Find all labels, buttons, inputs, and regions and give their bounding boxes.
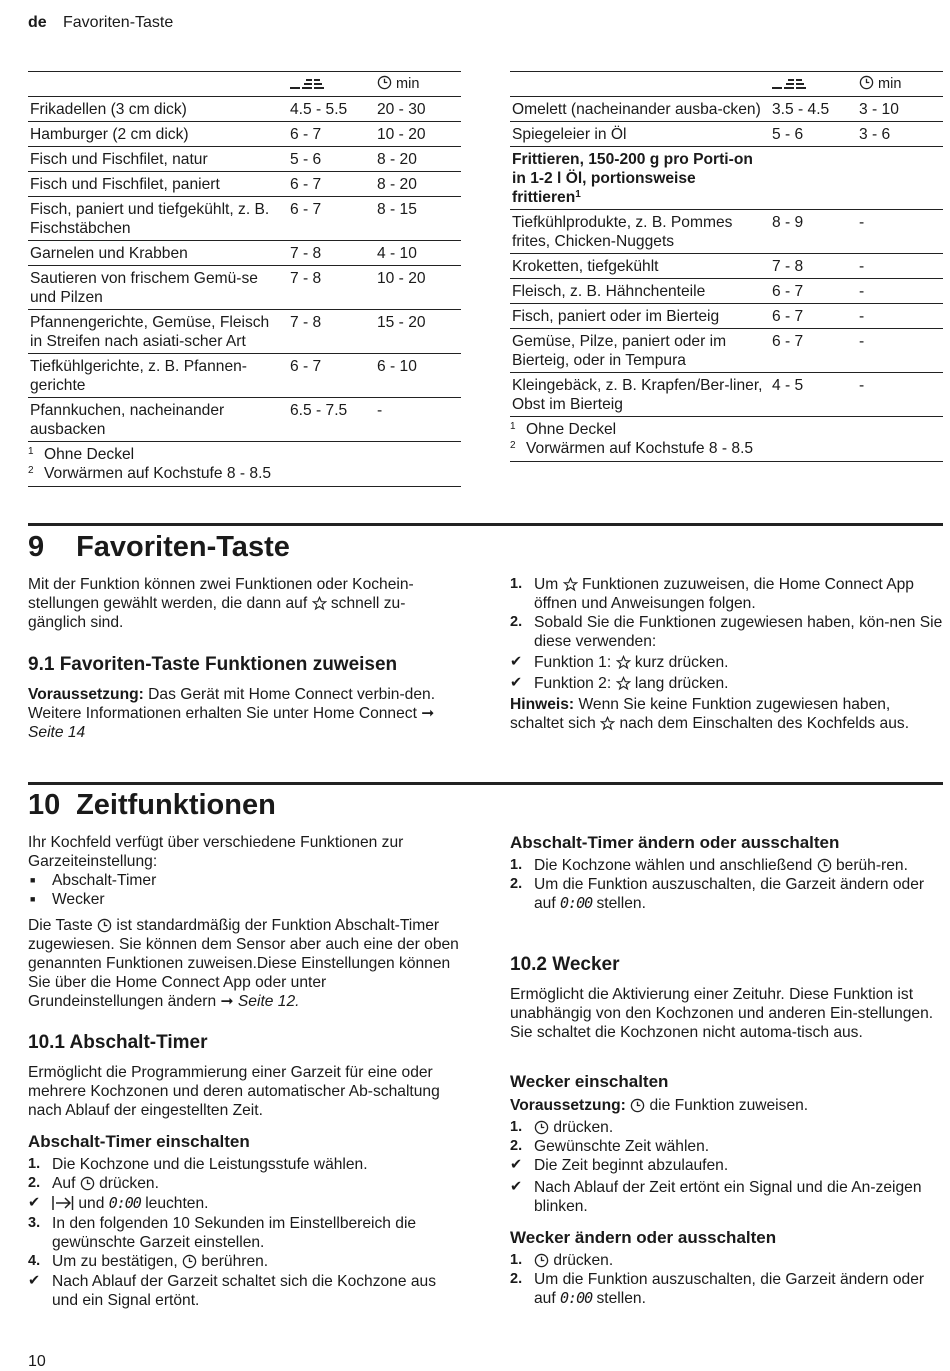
level-cell: 7 - 8	[290, 270, 322, 287]
time-cell: 20 - 30	[377, 101, 426, 118]
bullet-list	[28, 871, 461, 909]
time-cell: 8 - 15	[377, 201, 417, 218]
zero-display: 0:00	[560, 894, 593, 912]
section-intro: Ihr Kochfeld verfügt über verschiedene Funktionen zur Garzeiteinstellung:	[28, 834, 404, 870]
step-item: 2. Auf drücken.	[28, 1175, 159, 1192]
time-cell: -	[377, 402, 383, 419]
level-cell: 6 - 7	[290, 201, 322, 218]
section-intro: Mit der Funktion können zwei Funktionen oder Kochein-stellungen gewählt werden, die dann auf schnell zu-gänglich sind.	[28, 576, 414, 631]
food-cell: Spiegeleier in Öl	[512, 126, 627, 143]
table-row	[510, 254, 943, 279]
table-row	[510, 147, 943, 210]
result-item: ✔ Funktion 1: kurz drücken.	[510, 654, 729, 671]
list-item: ■ Abschalt-Timer	[30, 872, 157, 889]
food-cell: Tiefkühlgerichte, z. B. Pfannen-gerichte	[30, 358, 247, 394]
time-cell: 3 - 10	[859, 101, 899, 118]
section-title: 10 Zeitfunktionen	[28, 789, 276, 821]
procedure-title: Abschalt-Timer ändern oder ausschalten	[510, 833, 840, 852]
clock-icon	[97, 918, 112, 933]
level-cell: 4.5 - 5.5	[290, 101, 348, 118]
food-cell: Kroketten, tiefgekühlt	[512, 258, 659, 275]
food-cell: Fisch, paniert oder im Bierteig	[512, 308, 720, 325]
steps-list	[28, 1155, 461, 1310]
arrow-right-icon: ➞	[421, 705, 435, 722]
table-row	[28, 122, 461, 147]
food-cell: Gemüse, Pilze, paniert oder im Bierteig, oder in Tempura	[512, 333, 727, 369]
check-icon: ✔	[510, 654, 523, 670]
power-level-icon	[772, 75, 806, 94]
table-footnotes	[28, 442, 461, 487]
clock-icon	[377, 75, 392, 90]
procedure-title: Wecker ändern oder ausschalten	[510, 1228, 777, 1247]
star-icon	[616, 676, 631, 691]
star-icon	[563, 577, 578, 592]
time-cell: -	[859, 258, 865, 275]
level-cell: 8 - 9	[772, 214, 804, 231]
prerequisite: Voraussetzung: Das Gerät mit Home Connect verbin-den. Weitere Informationen erhalten Sie unter Home Connect ➞ Seite 14	[28, 686, 436, 741]
table-row	[28, 266, 461, 310]
step-item: 1. Die Kochzone wählen und anschließend berüh-ren.	[510, 857, 908, 874]
table-row	[28, 398, 461, 442]
result-item: ✔ Die Zeit beginnt abzulaufen.	[510, 1157, 729, 1174]
step-item: 4. Um zu bestätigen, berühren.	[28, 1253, 269, 1270]
table-row	[28, 354, 461, 398]
time-cell: 3 - 6	[859, 126, 891, 143]
procedure-title: Abschalt-Timer einschalten	[28, 1132, 250, 1151]
table-row	[510, 279, 943, 304]
star-icon	[600, 716, 615, 731]
result-item: ✔ Nach Ablauf der Garzeit schaltet sich die Kochzone aus und ein Signal ertönt.	[28, 1273, 436, 1309]
step-item: 2. Um die Funktion auszuschalten, die Garzeit ändern oder auf 0:00 stellen.	[510, 1271, 925, 1307]
subsection-text: Ermöglicht die Aktivierung einer Zeituhr. Diese Funktion ist unabhängig von den Kochzonen und anderen Ein-stellungen. Sie schaltet die Kochzonen nicht automa-tisch aus.	[510, 986, 934, 1041]
table-row	[28, 97, 461, 122]
clock-icon	[80, 1176, 95, 1191]
page-link[interactable]: Seite 12.	[237, 993, 300, 1010]
result-item: ✔ und 0:00 leuchten.	[28, 1194, 209, 1212]
steps-list	[510, 856, 943, 913]
section-title: 9 Favoriten-Taste	[28, 531, 290, 563]
zero-display: 0:00	[108, 1194, 141, 1212]
table-row	[28, 197, 461, 241]
time-cell: 4 - 10	[377, 245, 417, 262]
step-item: 1. drücken.	[510, 1252, 614, 1269]
time-cell: 8 - 20	[377, 176, 417, 193]
time-cell: -	[859, 283, 865, 300]
table-row	[510, 210, 943, 254]
level-cell: 7 - 8	[772, 258, 804, 275]
page-number: 10	[28, 1353, 46, 1370]
food-cell: Pfannkuchen, nacheinander ausbacken	[30, 402, 225, 438]
food-cell: Fisch und Fischfilet, natur	[30, 151, 208, 168]
page-link[interactable]: Seite 14	[28, 724, 86, 741]
section-rule	[28, 782, 943, 785]
taste-paragraph: Die Taste ist standardmäßig der Funktion Abschalt-Timer zugewiesen. Sie können dem Sensor aber auch eine der oben genannten Funktionen zuweisen.Diese Einstellungen können Sie über die Home Connect App oder unter Grundeinstellungen ändern ➞ Seite 12.	[28, 917, 459, 1010]
food-cell: Fisch und Fischfilet, paniert	[30, 176, 220, 193]
procedure-title: Wecker einschalten	[510, 1072, 669, 1091]
time-header: min	[859, 75, 901, 94]
level-cell: 3.5 - 4.5	[772, 101, 830, 118]
level-cell: 6 - 7	[290, 176, 322, 193]
level-cell: 6 - 7	[772, 333, 804, 350]
timer-arrow-icon	[52, 1195, 74, 1211]
time-cell: 15 - 20	[377, 314, 426, 331]
clock-icon	[630, 1098, 645, 1113]
header-title: Favoriten-Taste	[63, 14, 174, 31]
arrow-right-icon: ➞	[220, 993, 234, 1010]
section-rule	[28, 523, 943, 526]
table-row	[28, 310, 461, 354]
table-row	[510, 304, 943, 329]
clock-icon	[534, 1120, 549, 1135]
level-cell: 6 - 7	[772, 283, 804, 300]
table-row	[28, 241, 461, 266]
clock-icon	[859, 75, 874, 90]
header-lang: de	[28, 14, 47, 31]
table-row	[510, 122, 943, 147]
table-row	[510, 329, 943, 373]
result-item: ✔ Nach Ablauf der Zeit ertönt ein Signal und die An-zeigen blinken.	[510, 1179, 922, 1215]
time-cell: -	[859, 377, 865, 394]
level-cell: 5 - 6	[290, 151, 322, 168]
food-cell: Fisch, paniert und tiefgekühlt, z. B. Fischstäbchen	[30, 201, 270, 237]
food-cell: Pfannengerichte, Gemüse, Fleisch in Streifen nach asiati-scher Art	[30, 314, 270, 350]
time-cell: 6 - 10	[377, 358, 417, 375]
food-cell: Hamburger (2 cm dick)	[30, 126, 189, 143]
time-header: min	[377, 75, 419, 94]
cooking-table-right	[510, 71, 943, 462]
level-cell: 6.5 - 7.5	[290, 402, 348, 419]
prerequisite: Voraussetzung: die Funktion zuweisen.	[510, 1097, 809, 1114]
level-cell: 5 - 6	[772, 126, 804, 143]
table-row	[510, 373, 943, 417]
subsection-text: Ermöglicht die Programmierung einer Garzeit für eine oder mehrere Kochzonen und deren automatischer Ab-schaltung nach Ablauf der eingestellten Zeit.	[28, 1064, 440, 1119]
step-item: 1. Um Funktionen zuzuweisen, die Home Connect App öffnen und Anweisungen folgen.	[510, 576, 914, 612]
level-cell: 6 - 7	[290, 358, 322, 375]
table-header	[28, 71, 461, 97]
level-cell: 6 - 7	[290, 126, 322, 143]
time-cell: -	[859, 308, 865, 325]
clock-icon	[817, 858, 832, 873]
subsection-title: 9.1 Favoriten-Taste Funktionen zuweisen	[28, 654, 398, 675]
check-icon: ✔	[510, 1179, 523, 1195]
food-cell: Fleisch, z. B. Hähnchenteile	[512, 283, 706, 300]
time-cell: 8 - 20	[377, 151, 417, 168]
step-item: 1. Die Kochzone und die Leistungsstufe wählen.	[28, 1156, 368, 1173]
level-cell: 6 - 7	[772, 308, 804, 325]
zero-display: 0:00	[560, 1289, 593, 1307]
food-cell: Sautieren von frischem Gemü-se und Pilzen	[30, 270, 258, 306]
footnote: $^1$ Ohne Deckel	[510, 421, 617, 438]
check-icon: ✔	[510, 1157, 523, 1173]
step-item: 2. Um die Funktion auszuschalten, die Garzeit ändern oder auf 0:00 stellen.	[510, 876, 925, 912]
table-row	[510, 97, 943, 122]
table-header	[510, 71, 943, 97]
steps-list	[510, 1118, 943, 1216]
level-cell: 7 - 8	[290, 245, 322, 262]
clock-icon	[534, 1253, 549, 1268]
steps-list	[510, 575, 943, 693]
time-cell: 10 - 20	[377, 126, 426, 143]
footnote: $^2$ Vorwärmen auf Kochstufe 8 - 8.5	[510, 440, 754, 457]
check-icon: ✔	[28, 1273, 41, 1289]
footnote: $^2$ Vorwärmen auf Kochstufe 8 - 8.5	[28, 465, 272, 482]
footnote: $^1$ Ohne Deckel	[28, 446, 135, 463]
level-cell: 7 - 8	[290, 314, 322, 331]
food-cell: Tiefkühlprodukte, z. B. Pommes frites, Chicken-Nuggets	[512, 214, 733, 250]
step-item: 3. In den folgenden 10 Sekunden im Einstellbereich die gewünschte Garzeit einstellen.	[28, 1215, 417, 1251]
step-item: 2. Gewünschte Zeit wählen.	[510, 1138, 710, 1155]
star-icon	[616, 655, 631, 670]
check-icon: ✔	[28, 1195, 41, 1211]
table-row	[28, 172, 461, 197]
food-cell: Omelett (nacheinander ausba-cken)	[512, 101, 761, 118]
table-row	[28, 147, 461, 172]
clock-icon	[182, 1254, 197, 1269]
check-icon: ✔	[510, 675, 523, 691]
steps-list	[510, 1251, 943, 1308]
food-cell: Garnelen und Krabben	[30, 245, 188, 262]
star-icon	[312, 596, 327, 611]
list-item: ■ Wecker	[30, 891, 105, 908]
food-cell: Frittieren, 150-200 g pro Porti-on in 1-2 l Öl, portionsweise frittieren$^1$	[512, 151, 753, 206]
hint: Hinweis: Wenn Sie keine Funktion zugewiesen haben, schaltet sich nach dem Einschalten des Kochfelds aus.	[510, 696, 910, 732]
step-item: 1. drücken.	[510, 1119, 614, 1136]
time-cell: 10 - 20	[377, 270, 426, 287]
food-cell: Kleingebäck, z. B. Krapfen/Ber-liner, Obst im Bierteig	[512, 377, 763, 413]
subsection-title: 10.1 Abschalt-Timer	[28, 1032, 208, 1053]
power-level-icon	[290, 75, 324, 94]
cooking-table-left	[28, 71, 461, 487]
table-footnotes	[510, 417, 943, 462]
step-item: 2. Sobald Sie die Funktionen zugewiesen haben, kön-nen Sie diese verwenden:	[510, 614, 943, 650]
level-cell: 4 - 5	[772, 377, 804, 394]
subsection-title: 10.2 Wecker	[510, 954, 620, 975]
result-item: ✔ Funktion 2: lang drücken.	[510, 675, 729, 692]
time-cell: -	[859, 214, 865, 231]
time-cell: -	[859, 333, 865, 350]
food-cell: Frikadellen (3 cm dick)	[30, 101, 187, 118]
